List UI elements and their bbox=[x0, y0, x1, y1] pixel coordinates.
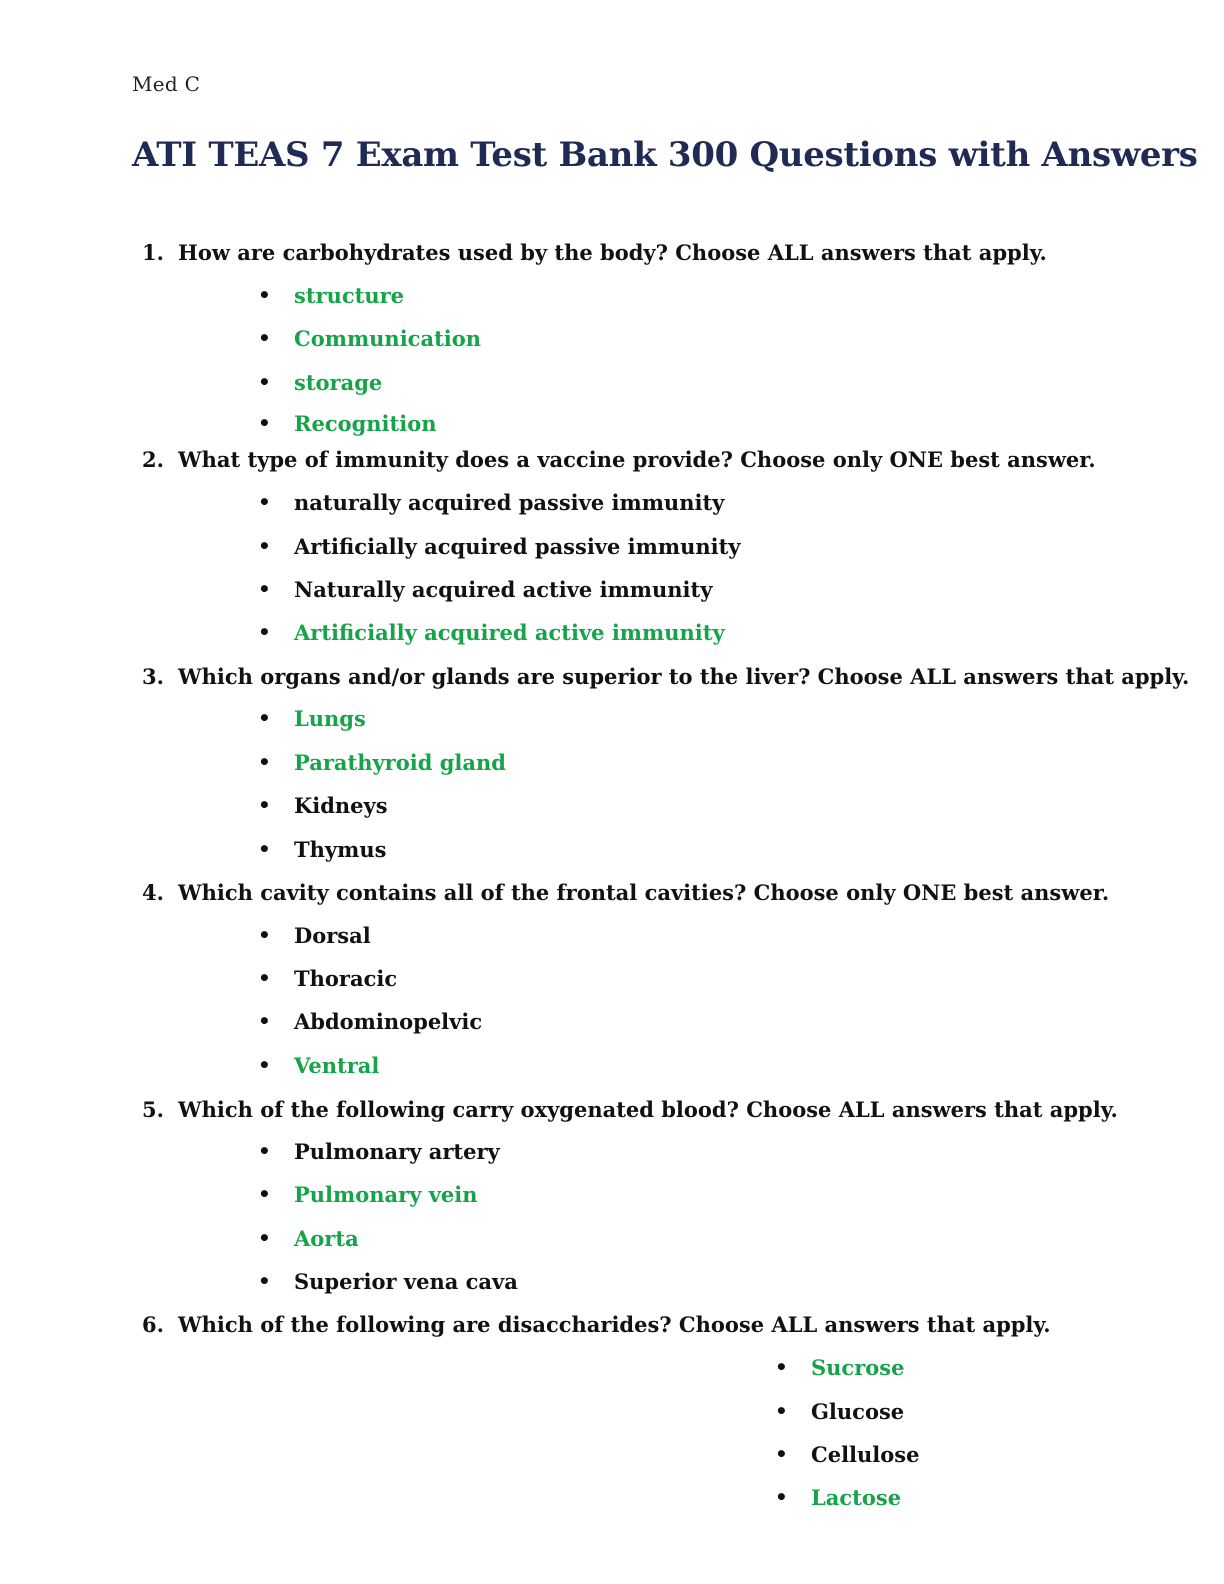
question-text: Which cavity contains all of the frontal cavities? Choose only ONE best answer. bbox=[178, 880, 1110, 905]
answer-option: Thoracic bbox=[294, 966, 398, 991]
answer-option-correct: structure bbox=[294, 283, 405, 308]
answer-option: Cellulose bbox=[811, 1442, 920, 1467]
bullet-icon: • bbox=[775, 1485, 788, 1509]
bullet-icon: • bbox=[258, 326, 271, 350]
question-number: 1. bbox=[142, 240, 164, 265]
bullet-icon: • bbox=[258, 490, 271, 514]
answer-option-correct: Pulmonary vein bbox=[294, 1182, 478, 1207]
answer-option: Dorsal bbox=[294, 923, 371, 948]
question-text: Which of the following are disaccharides? Choose ALL answers that apply. bbox=[178, 1312, 1051, 1337]
question-number: 2. bbox=[142, 447, 164, 472]
question-number: 6. bbox=[142, 1312, 164, 1337]
bullet-icon: • bbox=[258, 837, 271, 861]
bullet-icon: • bbox=[775, 1399, 788, 1423]
bullet-icon: • bbox=[258, 1182, 271, 1206]
bullet-icon: • bbox=[775, 1442, 788, 1466]
answer-option-correct: Artificially acquired active immunity bbox=[294, 620, 725, 645]
page-header: Med C bbox=[132, 72, 201, 96]
answer-option: Naturally acquired active immunity bbox=[294, 577, 713, 602]
bullet-icon: • bbox=[775, 1355, 788, 1379]
answer-option-correct: Aorta bbox=[294, 1226, 359, 1251]
bullet-icon: • bbox=[258, 577, 271, 601]
answer-option-correct: Lactose bbox=[811, 1485, 902, 1510]
bullet-icon: • bbox=[258, 283, 271, 307]
answer-option: Glucose bbox=[811, 1399, 905, 1424]
question-text: How are carbohydrates used by the body? Choose ALL answers that apply. bbox=[178, 240, 1047, 265]
question-number: 5. bbox=[142, 1097, 164, 1122]
answer-option: Superior vena cava bbox=[294, 1269, 518, 1294]
answer-option-correct: Sucrose bbox=[811, 1355, 905, 1380]
bullet-icon: • bbox=[258, 1226, 271, 1250]
answer-option: Kidneys bbox=[294, 793, 388, 818]
answer-option: Pulmonary artery bbox=[294, 1139, 500, 1164]
answer-option: naturally acquired passive immunity bbox=[294, 490, 725, 515]
answer-option: Thymus bbox=[294, 837, 387, 862]
bullet-icon: • bbox=[258, 620, 271, 644]
bullet-icon: • bbox=[258, 1053, 271, 1077]
answer-option-correct: Recognition bbox=[294, 411, 437, 436]
bullet-icon: • bbox=[258, 1139, 271, 1163]
answer-option-correct: Lungs bbox=[294, 706, 366, 731]
bullet-icon: • bbox=[258, 1009, 271, 1033]
answer-option: Abdominopelvic bbox=[294, 1009, 483, 1034]
bullet-icon: • bbox=[258, 966, 271, 990]
answer-option: Artificially acquired passive immunity bbox=[294, 534, 741, 559]
answer-option-correct: Parathyroid gland bbox=[294, 750, 506, 775]
answer-option-correct: Communication bbox=[294, 326, 482, 351]
bullet-icon: • bbox=[258, 411, 271, 435]
bullet-icon: • bbox=[258, 534, 271, 558]
question-text: What type of immunity does a vaccine provide? Choose only ONE best answer. bbox=[178, 447, 1096, 472]
page-title: ATI TEAS 7 Exam Test Bank 300 Questions with Answers bbox=[132, 135, 1198, 175]
question-number: 4. bbox=[142, 880, 164, 905]
bullet-icon: • bbox=[258, 370, 271, 394]
bullet-icon: • bbox=[258, 706, 271, 730]
question-text: Which organs and/or glands are superior to the liver? Choose ALL answers that apply. bbox=[178, 664, 1190, 689]
answer-option-correct: Ventral bbox=[294, 1053, 380, 1078]
question-text: Which of the following carry oxygenated blood? Choose ALL answers that apply. bbox=[178, 1097, 1118, 1122]
bullet-icon: • bbox=[258, 923, 271, 947]
bullet-icon: • bbox=[258, 793, 271, 817]
answer-option-correct: storage bbox=[294, 370, 383, 395]
bullet-icon: • bbox=[258, 1269, 271, 1293]
bullet-icon: • bbox=[258, 750, 271, 774]
question-number: 3. bbox=[142, 664, 164, 689]
